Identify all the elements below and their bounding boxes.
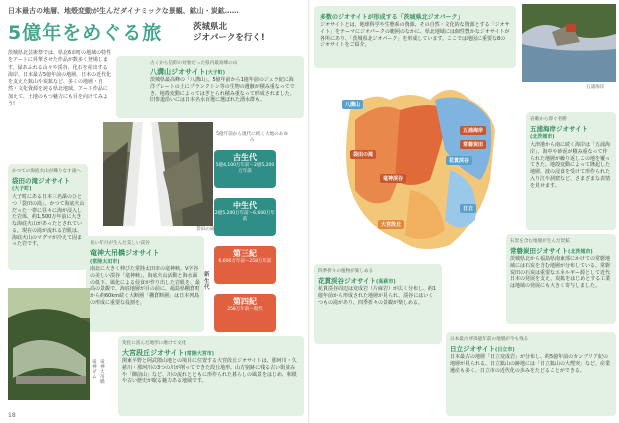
hitachi-box [446,332,616,416]
omiya-title-main: 大宮段丘ジオサイト [122,349,185,357]
izura-box [526,112,616,230]
page-subtitle [193,22,265,43]
ryujin-caption: 長い年月が生んだ美しい渓谷 [90,241,150,246]
era-quaternary-name: 第四紀 [233,297,257,306]
tagline: 日本最古の地層、地殻変動が生んだダイナミックな景観、鉱山・炭鉱…… [8,7,239,15]
izura-title-main: 五浦海岸ジオサイト [530,125,589,133]
izura-caption: 岩礁から仰ぐ名勝 [530,117,567,122]
map-label-hanakai: 花貫渓谷 [446,156,472,165]
map-label-yamizo: 八溝山 [342,100,363,109]
era-tertiary-years: 6,600万年前～258万年前 [218,259,272,264]
hitachi-title-small: (日立市) [495,347,515,353]
omiya-title [122,348,214,358]
era-quaternary [214,294,276,332]
map-label-joban: 常磐炭田 [460,140,486,149]
intro-text: 茨城県北芸術祭では、県北6市町の地域の特性をアートに昇華させた作品が数多く登場します。緑あふれる山々や渓谷、化石を産出する海岸、日本最古5億年前の地層、日本の近代化を支えた鉱山や炭鉱など、多くの地層・自然・文化資源を誇る県北地域。アート作品に加えて、土地のもつ魅力にも目を向けてみよう! [8,50,112,107]
izura-title [530,124,588,140]
ryujin-text: 南北に大きく伸びた常陸太田市の竜神峡。V字谷の美しい渓谷「竜神峡」。海底火山活動と海水面の低下、風化による侵食が作り出した岩肌を、最高の景観で。海底地層が目の前に。福島県棚倉町から約60km続く大断層「棚倉断層」は日本列島の形成に重要な役割を。 [90,266,201,306]
izura-text: 大津港から南に続く海岸は「五浦海岸」。海中や砂泥が積み重なって作られた地層が繰り返しこの地を覆ってきた。地殻変動によって隆起した地層、波の浸食を受けて形作られた入り江や洞窟など、さまざまな表情を見せます。 [530,142,611,189]
izura-title-small: (北茨城市) [530,134,555,140]
yamizo-title-main: 八溝山ジオサイト [150,68,206,76]
hanakai-title-small: (高萩市) [376,279,396,285]
cenozoic-label: 新生代 [204,272,210,292]
hanakai-caption: 四季折々の植物が楽しめる [318,269,374,274]
geopark-map [330,70,520,260]
map-image [330,70,520,260]
ryujin-box [86,236,204,332]
hanakai-box [314,264,442,344]
fukuroda-caption: かつての海底火山が織りなす滝へ [12,169,81,174]
era-mesozoic-years: 2億5,200万年前～6,600万年前 [214,211,276,222]
map-label-hitachi: 日立 [460,204,476,213]
dam-caption: 竜神ダム [92,360,97,381]
yamizo-title [150,67,225,77]
era-tertiary [214,246,276,284]
dam-image [8,288,90,400]
geopark-intro-box [314,6,516,68]
subtitle-line1: 茨城県北 [193,22,228,32]
ryujin-title [90,248,160,265]
waterfall-caption: 袋田の滝 [196,227,215,232]
fukuroda-title-small: (大子町) [12,186,32,192]
map-label-izura: 五浦海岸 [460,126,486,135]
hanakai-title-main: 花貫渓谷ジオサイト [318,277,377,285]
map-label-omiya: 大宮段丘 [378,220,404,229]
omiya-text: 関東平野と阿武隈山地との境目に位置する大宮段丘ジオサイトは、那珂川・久慈川・那珂川の3つの川が削ってできた段丘地形。山方宿跡に残る古い街並みや「御前山」など、川の流れとともに形作られた暮らしの風景をはじめ、和紙や古い歴史が眠る魅力ある地域です。 [122,358,297,385]
page-title: 5億年をめぐる旅 [8,22,163,44]
dam-caption-2: 竜神大吊橋 [100,360,105,386]
joban-title-main: 常磐炭田ジオサイト [510,247,569,255]
subtitle-line2: ジオパークを行く! [193,32,265,43]
coast-photo [522,4,616,82]
omiya-caption: 変化に富んだ地形に磨けて文化 [122,341,187,346]
hanakai-text: 花貫渓谷周辺は変成岩（片麻岩）が広く分布し、約1億年前から形成された地層が見られ、渓谷にはいくつもの滝があり、四季折々の景観が楽しめる。 [318,286,437,306]
waterfall-photo [103,122,213,226]
era-paleozoic-years: 5億4,100万年前～2億5,200万年前 [215,163,275,174]
joban-title [510,246,593,255]
left-page [0,0,309,423]
joban-text: 茨城県北から福島県南東部にかけての常磐地域には石炭を含む地層が分布している。常磐炭田の石炭は重要なエネルギー源として近代日本の発展を支え、炭鉱をはじめとする工業は地域の発展にも大きく寄与しました。 [510,256,611,289]
waterfall-image [103,122,213,226]
ryujin-title-small: (常陸太田市) [90,259,120,265]
yamizo-text: 茨城県最高峰の「八溝山」。5億年前から1億年前のジュラ紀に海洋プレートの上にプランクトン等の生物の遺骸が積み重なってでき、地殻変動によってはぎとられ積み重なって形成されました。旧参道沿いには日本名水百選に選ばれた湧水群も。 [150,77,295,104]
fukuroda-title-main: 袋田の滝ジオサイト [12,177,71,185]
timeline-header: 5億年前から現代に続く大地のあゆみ [216,132,288,143]
joban-box [506,234,616,324]
map-label-ryujin: 竜神渓谷 [380,174,406,183]
right-page [310,0,619,423]
era-tertiary-name: 第三紀 [233,249,257,258]
hanakai-title [318,276,396,285]
hitachi-caption: 日本最古!約5億年前の地層が今も残る [450,337,529,342]
page-number: 18 [8,412,16,419]
era-mesozoic-name: 中生代 [233,201,257,210]
era-paleozoic [214,150,276,188]
coast-caption: 五浦海岸 [586,85,605,90]
ryujin-title-main: 竜神大吊橋ジオサイト [90,249,160,257]
joban-caption: 石炭を含む地層が生んだ炭鉱 [510,239,570,244]
geopark-intro-title: 多数のジオサイトが形成する「茨城県北ジオパーク」 [320,14,464,21]
fukuroda-text: 大子町にある日本三名瀑のひとつ「袋田の滝」。かつて海底火山だった一帯に昼々に海が浸入した岩体、約1,500万年前に大きな海底火山があったとされている。現在の滝が流れる岩肌は、海底火山のマグマが冷えて固まった岩です。 [12,194,85,248]
hitachi-text: 日本最古の地層「日立変成岩」が分布し、約5億年前のカンブリア紀の地層が見られる。日立鉱山の跡地には「日立鉱山の大煙突」など、産業遺産も多く、日立市の近代化の歩みをたどることができる。 [450,354,611,374]
fukuroda-title [12,176,70,192]
joban-title-small: (北茨城市) [568,249,593,255]
map-label-fukuroda: 袋田の滝 [350,150,376,159]
era-quaternary-years: 258万年前～現代 [227,307,263,312]
era-paleozoic-name: 古生代 [233,153,257,162]
yamizo-caption: 古くから信仰の対象だった県内最高峰の山 [150,61,238,66]
yamizo-title-small: (大子町) [205,70,226,76]
geopark-intro-text: ジオサイトとは、地球科学や生態系の資源、その自然・文化的な資源とする「ジオサイト」をテーマにジオパークの範囲のなかに、県北地域には個性豊かなジオサイトが各所にあり、「茨城県北ジオパーク」を形成しています。ここでは地図に重要な8のジオサイトをご紹介。 [320,22,510,49]
omiya-box [118,336,304,416]
era-mesozoic [214,198,276,236]
coast-image [522,4,616,82]
yamizo-box [116,56,304,118]
omiya-title-small: (常陸大宮市) [184,351,215,357]
fukuroda-box [8,164,88,270]
hitachi-title [450,344,515,353]
hitachi-title-main: 日立ジオサイト [450,345,496,353]
dam-photo [8,288,90,400]
